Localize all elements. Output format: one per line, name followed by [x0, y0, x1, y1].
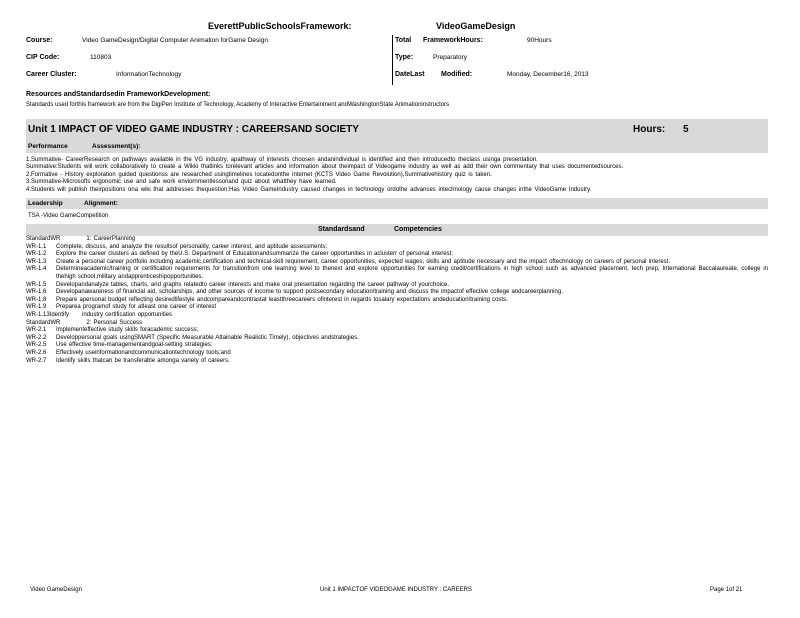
competency-code: WR-1.2	[26, 251, 47, 258]
leadership-row	[26, 209, 768, 221]
assessment-list	[26, 153, 768, 197]
course-label: Course:	[26, 37, 53, 44]
type-label: Type:	[395, 54, 414, 61]
total-label: Total	[395, 37, 412, 44]
unit-title: Unit 1 IMPACT OF VIDEO GAME INDUSTRY : CAREERSAND SOCIETY	[28, 124, 359, 135]
competency-item	[26, 282, 768, 290]
standard-heading	[26, 236, 768, 244]
competency-item	[26, 259, 768, 267]
type-value: Preparatory	[433, 54, 467, 61]
competency-code: WR-2.2	[26, 334, 47, 341]
type-line	[393, 52, 769, 65]
hours-line	[393, 35, 769, 48]
competency-item	[26, 342, 768, 350]
date-value: Monday, December16, 2013	[507, 71, 589, 78]
cip-label: CIP Code:	[26, 54, 60, 61]
competency-code: WR-2.7	[26, 357, 47, 364]
footer-course: Video GameDesign	[30, 587, 82, 593]
page-footer	[26, 587, 768, 596]
competency-text: Determineacademic/training or certification requirements for transitionfrom one learning level to thenext and explore opportunities for earning credit/certifications in high school such as advanced placement, tech prep, International Baccalaureate, college in thehigh school,military andapprenticeshipopportunities.	[56, 266, 768, 280]
competency-code: WR-2.5	[26, 342, 47, 349]
competency-item	[26, 304, 768, 312]
course-title: VideoGameDesign	[436, 21, 516, 31]
competency-code: WR-1.5	[26, 281, 47, 288]
course-value: Video GameDesign/Digital Computer Animation forGame Design	[82, 37, 268, 44]
competency-code: StandardWR	[26, 319, 61, 326]
cluster-line	[26, 69, 388, 82]
resources-label: Resources andStandardsedin FrameworkDevelopment:	[26, 91, 211, 98]
framework-title: EverettPublicSchoolsFramework:	[208, 21, 352, 31]
resources-text: Standards used forthis framework are from the DigiPen Institute of Technology, Academy of Interactive Entertainment andWashingtonState Animationinstructors	[26, 102, 450, 108]
competency-text: 1: CareerPlanning	[86, 236, 136, 243]
header-grid	[26, 33, 768, 87]
competency-item	[26, 297, 768, 305]
competency-text: Implementeffective study skills foracademic success;	[56, 327, 199, 334]
standards-band	[26, 224, 768, 236]
modified-label: Modified:	[441, 71, 473, 78]
competency-item	[26, 335, 768, 343]
competency-code: WR-2.6	[26, 349, 47, 356]
resources-block	[26, 87, 768, 115]
competency-text: Prepare apersonal budget reflecting desiredlifestyle andcompareandcontrastat leastthreecareers ofinterest in regards tosalary expectations andeducation/training costs.	[56, 296, 508, 303]
competency-text: industry certification opportunities	[82, 311, 173, 318]
competency-code: WR-2.1	[26, 327, 47, 334]
standards-label: Standardsand	[318, 226, 365, 234]
assessment-paragraph: Summative:Students will work collaboratively to create a Wikki thatlinks torelevant articles and information about theimpact of Videogame industry as well as add their own commentary that uses documentedsources.	[26, 164, 624, 171]
framework-page	[26, 18, 768, 365]
assessment-paragraph: 2.Formative - History exploration guided questionss are researched usingtimelines locatedonthe internet (KCTS Video Game Revolution),Summativehistory quiz is taken.	[26, 171, 492, 178]
competency-code: WR-1.8	[26, 296, 47, 303]
competency-item	[26, 251, 768, 259]
hours-value: 5	[683, 124, 689, 135]
competencies-label: Competencies	[394, 226, 442, 234]
competency-text: Effectively useinformationandcommunicationtechnology tools;and	[56, 349, 231, 356]
leadership-band	[26, 198, 768, 209]
competency-code: WR-1.6	[26, 289, 47, 296]
competency-code: StandardWR	[26, 236, 61, 243]
leadership-label: Leadership	[28, 200, 63, 208]
competency-text: Preparea programof study for atleast one career of interest	[56, 304, 217, 311]
hours-label: Hours:	[633, 124, 666, 135]
cluster-value: InformationTechnology	[116, 71, 182, 78]
date-last-label: DateLast	[395, 71, 425, 78]
unit-band	[26, 119, 768, 141]
competency-item	[26, 312, 768, 320]
competency-item	[26, 327, 768, 335]
competency-text: Complete, discuss, and analyze the resultsof personality, career interest, and aptitude assessments;	[56, 243, 328, 250]
competency-item	[26, 358, 768, 366]
leadership-value: TSA -Video GameCompetition	[28, 213, 109, 220]
competency-text: Developanawareness of financial aid, scholarships, and other sources of income to support postsecondary education/training and discuss the impactof effective college andcareerplanning.	[56, 289, 563, 296]
competency-item	[26, 244, 768, 252]
date-line	[393, 69, 769, 82]
competency-text: Developandanalyze tables, charts, and graphs relatedto career interests and make oral presentation regarding the career pathway of yourchoice.	[56, 281, 450, 288]
competency-item	[26, 289, 768, 297]
framework-hours-value: 90Hours	[527, 37, 552, 44]
course-line	[26, 35, 388, 48]
competency-code: WR-1.9	[26, 304, 47, 311]
competency-text: Create a personal career portfolio including academic,certification and technical-skill requirement, career opportunities, expected wages, skills and aptitude necessary and the impact oftechnology on careers of personal interest.	[56, 258, 670, 265]
assessment-label: Assessment(s):	[92, 143, 141, 150]
competency-code: WR-1.1	[26, 243, 47, 250]
assessment-paragraph: 3.Summative-Microsofts ergonomic use and safe work enviornmentlessonand quiz about whatthey have learned.	[26, 179, 337, 186]
competency-text: Explore the career clusters as defined by theU.S. Department of Educationandsummarize the career opportunities in aclusterr of personal interest;	[56, 251, 453, 258]
assessment-paragraph: 4.Students will publish theirpositions ona wiki that addresses thequestion:Has Video GameIndustry caused changes in technology ordothe advances intechnology cause changes inthe VideoGame Industry.	[26, 186, 592, 193]
competency-code: WR-1.4	[26, 266, 47, 273]
standard-heading	[26, 320, 768, 328]
cluster-label: Career Cluster:	[26, 71, 77, 78]
header-left	[26, 35, 388, 87]
competency-item	[26, 350, 768, 358]
competency-text: Identify skills thatcan be transferable amonga variety of careers.	[56, 357, 230, 364]
competency-text: 2: Personal Success	[86, 319, 143, 326]
footer-unit: Unit 1 IMPACTOF VIDEOGAME INDUSTRY : CAREERS	[320, 587, 472, 593]
competency-text: Developpersonal goals usingSMART (Specific Measurable Attainable Realistic Timely), objectives andstrategies.	[56, 334, 359, 341]
performance-label: Performance	[28, 143, 68, 150]
footer-page-number: Page 1of 21	[710, 587, 743, 593]
performance-band	[26, 141, 768, 153]
framework-hours-label: FrameworkHours:	[423, 37, 483, 44]
alignment-label: Alignment:	[84, 200, 118, 208]
assessment-paragraph: 1.Summative- CareerResearch on pathways available in the VG industry, apathway of interests choosen andanindividual is identified and then introducedto theclass usinga presentation.	[26, 157, 538, 163]
cip-line	[26, 52, 388, 65]
competency-item	[26, 266, 768, 281]
title-row	[26, 18, 768, 33]
header-right	[392, 35, 769, 85]
cip-value: 110803	[90, 54, 112, 61]
competency-code: WR-1.13Identify	[26, 311, 70, 318]
competency-list	[26, 236, 768, 365]
competency-text: Use effective time-managementandgoal-setting strategies;	[56, 342, 213, 349]
competency-code: WR-1.3	[26, 258, 47, 265]
